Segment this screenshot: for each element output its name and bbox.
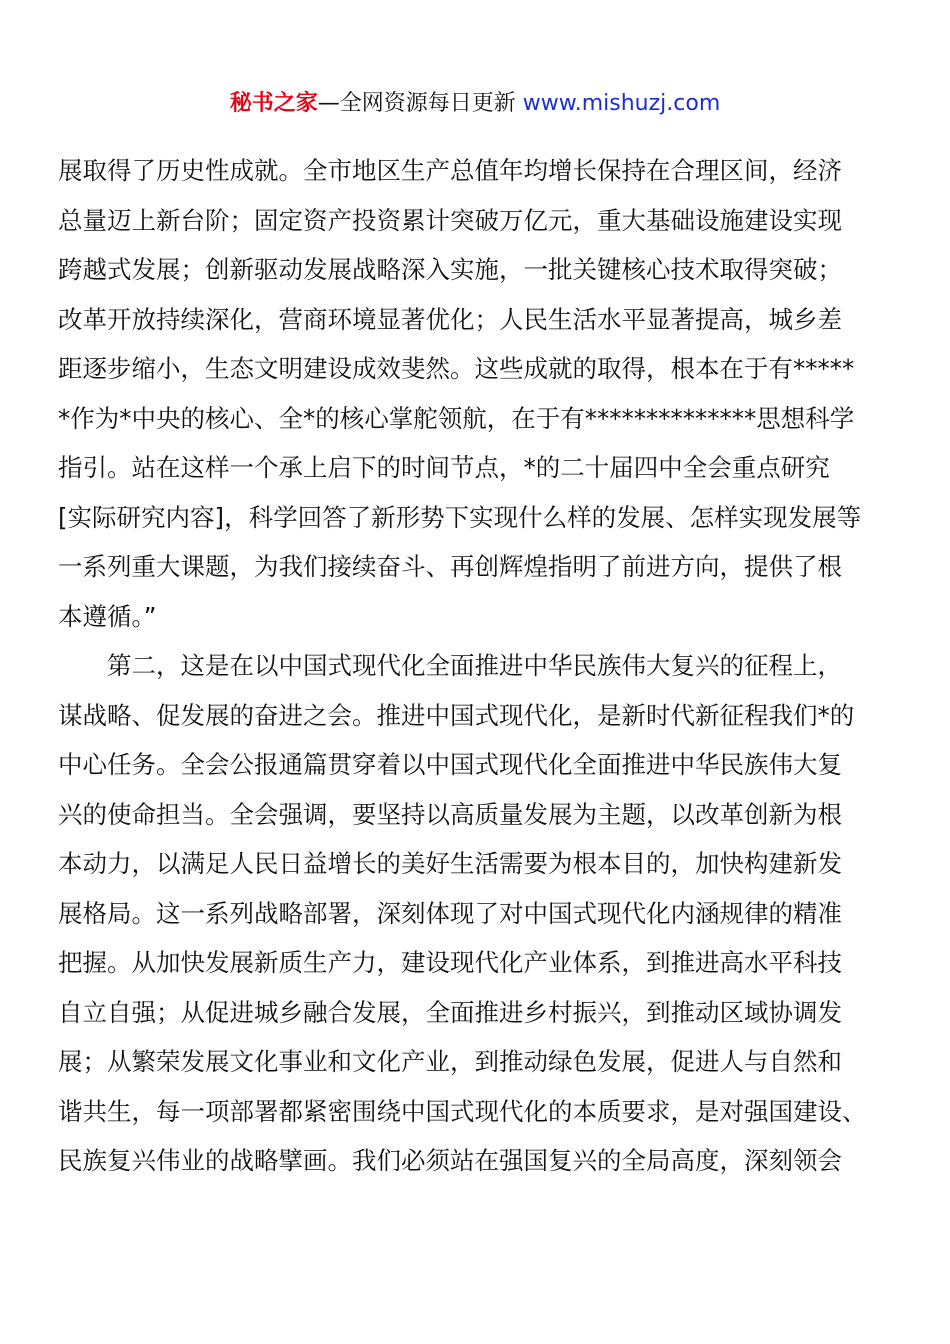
text-line: 谐共生，每一项部署都紧密围绕中国式现代化的本质要求，是对强国建设、 [58, 1096, 867, 1126]
text-line: 指引。站在这样一个承上启下的时间节点，*的二十届四中全会重点研究 [58, 453, 830, 482]
text-line: 展取得了历史性成就。全市地区生产总值年均增长保持在合理区间，经济 [58, 156, 842, 185]
text-line: 谋战略、促发展的奋进之会。推进中国式现代化，是新时代新征程我们*的 [58, 700, 855, 730]
text-line: 展；从繁荣发展文化事业和文化产业，到推动绿色发展，促进人与自然和 [58, 1047, 842, 1076]
text-line: 展格局。这一系列战略部署，深刻体现了对中国式现代化内涵规律的精准 [58, 898, 842, 928]
paragraph-1 [58, 146, 898, 641]
text-line: 本动力，以满足人民日益增长的美好生活需要为根本目的，加快构建新发 [58, 849, 842, 878]
text-line: 本遵循。” [58, 601, 157, 631]
text-line: 自立自强；从促进城乡融合发展，全面推进乡村振兴，到推动区域协调发 [58, 997, 842, 1027]
text-line: 中心任务。全会公报通篇贯穿着以中国式现代化全面推进中华民族伟大复 [58, 750, 842, 779]
text-line: 跨越式发展；创新驱动发展战略深入实施，一批关键核心技术取得突破； [58, 255, 842, 284]
text-line: 第二，这是在以中国式现代化全面推进中华民族伟大复兴的征程上， [107, 651, 842, 680]
brand-name: 秘书之家 [229, 91, 318, 116]
text-line: [实际研究内容]，科学回答了新形势下实现什么样的发展、怎样实现发展等 [58, 502, 862, 532]
text-line: *作为*中央的核心、全*的核心掌舵领航，在于有**************思想科学 [58, 403, 855, 433]
text-line: 民族复兴伟业的战略擘画。我们必须站在强国复兴的全局高度，深刻领会 [58, 1146, 842, 1175]
text-line: 一系列重大课题，为我们接续奋斗、再创辉煌指明了前进方向，提供了根 [58, 552, 842, 581]
site-url-link[interactable]: www.mishuzj.com [522, 91, 721, 116]
text-line: 把握。从加快发展新质生产力，建设现代化产业体系，到推进高水平科技 [58, 948, 842, 977]
text-line: 兴的使命担当。全会强调，要坚持以高质量发展为主题，以改革创新为根 [58, 799, 842, 829]
document-body [58, 146, 898, 1186]
header-tagline: —全网资源每日更新 [317, 91, 523, 116]
text-line: 距逐步缩小，生态文明建设成效斐然。这些成就的取得，根本在于有***** [58, 354, 855, 383]
text-line: 改革开放持续深化，营商环境显著优化；人民生活水平显著提高，城乡差 [58, 304, 842, 334]
page-header [0, 88, 950, 120]
text-line: 总量迈上新台阶；固定资产投资累计突破万亿元，重大基础设施建设实现 [58, 205, 842, 235]
paragraph-2 [58, 641, 898, 1186]
